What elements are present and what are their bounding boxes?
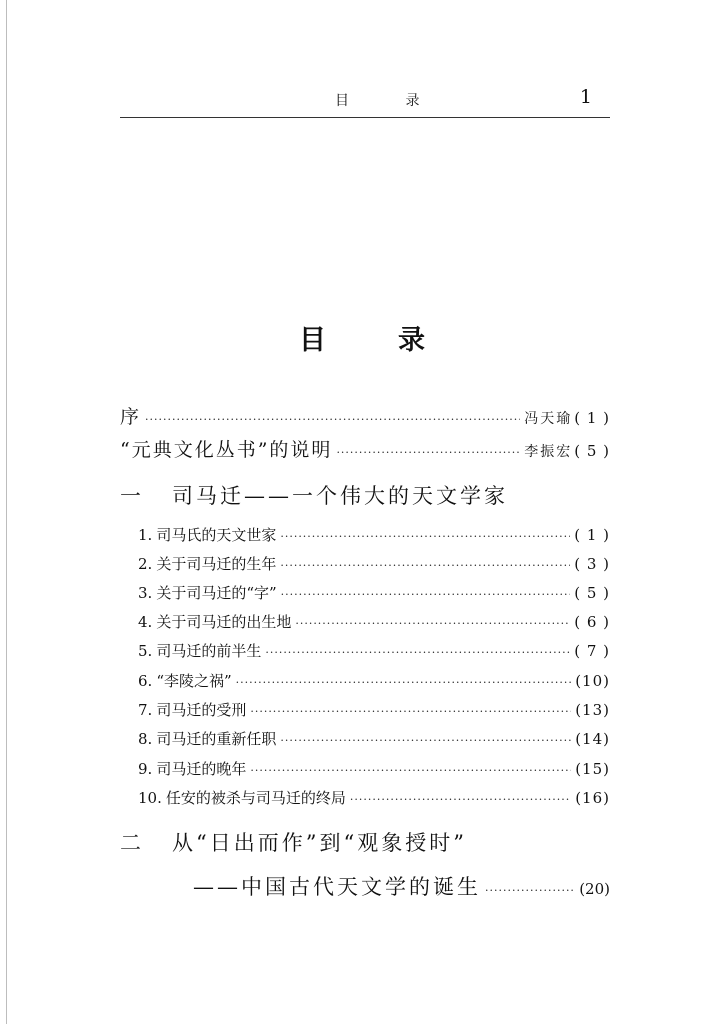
section-page: (15)	[575, 760, 610, 778]
section-page: ( 1 )	[574, 526, 610, 544]
section-number: 6.	[138, 672, 153, 690]
section-page: ( 5 )	[574, 584, 610, 602]
dot-leader	[250, 764, 571, 777]
entry-page: ( 5 )	[574, 442, 610, 460]
section-number: 8.	[138, 730, 153, 748]
section-page: (16)	[575, 789, 610, 807]
toc-title: 目录	[299, 325, 497, 356]
entry-title: “元典文化丛书”的说明	[120, 439, 333, 461]
page-number: 1	[579, 86, 592, 108]
entry-author: 李振宏	[524, 444, 573, 460]
chapter-heading-1[interactable]	[120, 480, 508, 510]
toc-section-1-2[interactable]	[138, 553, 610, 574]
section-page: (13)	[575, 701, 610, 719]
toc-section-1-8[interactable]	[138, 728, 610, 749]
dot-leader	[350, 793, 571, 806]
dot-leader	[250, 705, 571, 718]
dot-leader	[281, 588, 571, 601]
dot-leader	[280, 530, 570, 543]
page-edge	[6, 0, 7, 1024]
section-number: 5.	[138, 642, 153, 660]
section-title: 司马迁的重新任职	[156, 730, 277, 748]
entry-author: 冯天瑜	[524, 411, 573, 427]
section-page: (14)	[575, 730, 610, 748]
toc-section-1-5[interactable]	[138, 640, 610, 661]
entry-title: 序	[120, 406, 142, 428]
chapter-number: 二	[120, 831, 144, 855]
toc-section-1-9[interactable]	[138, 758, 610, 779]
section-title: 关于司马迁的“字”	[156, 584, 277, 602]
chapter-heading-2[interactable]	[120, 827, 467, 857]
section-title: 关于司马迁的生年	[156, 555, 277, 573]
dot-leader	[295, 617, 570, 630]
chapter-title: 司马迁——一个伟大的天文学家	[172, 484, 508, 508]
section-number: 9.	[138, 760, 153, 778]
running-header	[120, 86, 610, 116]
chapter-page: (20)	[579, 880, 610, 898]
section-page: ( 7 )	[574, 642, 610, 660]
section-title: 司马迁的前半生	[156, 642, 262, 660]
chapter-subtitle: ——中国古代天文学的诞生	[193, 875, 481, 899]
section-page: ( 3 )	[574, 555, 610, 573]
toc-entry-series-note[interactable]	[120, 435, 610, 462]
section-number: 1.	[138, 526, 153, 544]
dot-leader	[145, 413, 520, 426]
section-page: ( 6 )	[574, 613, 610, 631]
chapter-title: 从“日出而作”到“观象授时”	[172, 831, 467, 855]
section-title: 司马迁的受刑	[156, 701, 247, 719]
entry-page: ( 1 )	[574, 409, 610, 427]
chapter-subtitle-row-2[interactable]	[193, 871, 610, 901]
dot-leader	[280, 559, 570, 572]
section-title: 司马迁的晚年	[156, 760, 247, 778]
toc-entry-preface[interactable]	[120, 402, 610, 429]
dot-leader	[265, 646, 570, 659]
section-title: 任安的被杀与司马迁的终局	[165, 789, 346, 807]
toc-section-1-7[interactable]	[138, 699, 610, 720]
section-number: 7.	[138, 701, 153, 719]
dot-leader	[280, 734, 571, 747]
section-page: (10)	[575, 672, 610, 690]
section-number: 3.	[138, 584, 153, 602]
toc-section-1-6[interactable]	[138, 670, 610, 691]
dot-leader	[336, 446, 520, 459]
chapter-number: 一	[120, 484, 144, 508]
section-title: 关于司马迁的出生地	[156, 613, 292, 631]
dot-leader	[485, 884, 575, 897]
section-number: 2.	[138, 555, 153, 573]
running-title: 目 录	[335, 93, 446, 109]
section-title: “李陵之祸”	[156, 672, 232, 690]
toc-section-1-10[interactable]	[138, 787, 610, 808]
toc-section-1-1[interactable]	[138, 524, 610, 545]
section-number: 4.	[138, 613, 153, 631]
section-title: 司马氏的天文世家	[156, 526, 277, 544]
dot-leader	[236, 676, 572, 689]
toc-section-1-4[interactable]	[138, 611, 610, 632]
header-rule	[120, 117, 610, 118]
toc-section-1-3[interactable]	[138, 582, 610, 603]
section-number: 10.	[138, 789, 162, 807]
